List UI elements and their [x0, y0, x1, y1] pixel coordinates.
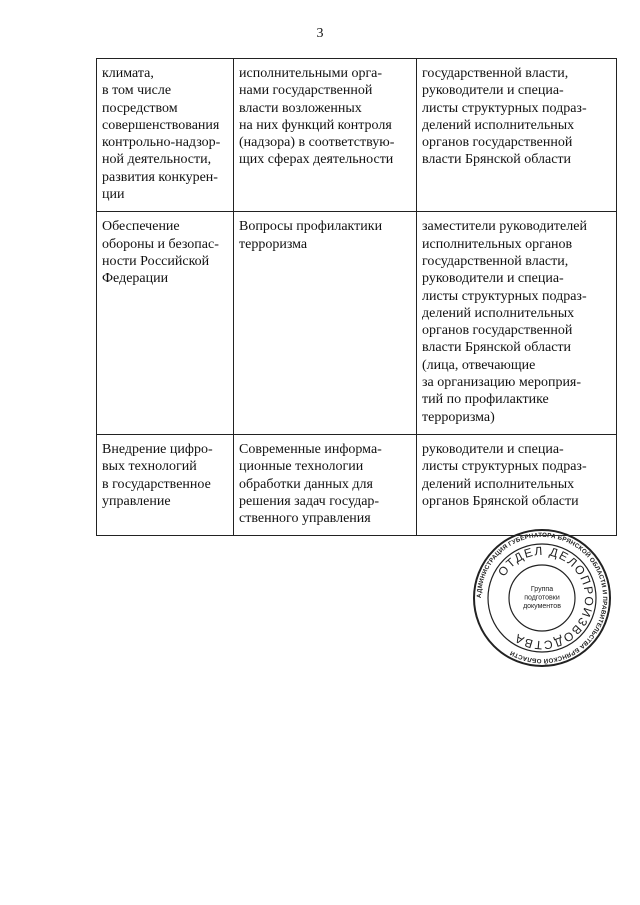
- cell-text-line: вых технологий: [102, 459, 197, 475]
- cell-text-line: государственной власти,: [422, 66, 569, 81]
- seal-center-text: документов: [523, 603, 561, 610]
- cell-text-line: делений исполнительных: [422, 117, 575, 133]
- cell-text-line: нами государственной: [239, 83, 373, 99]
- cell-text-line: посредством: [102, 100, 178, 116]
- cell-text-line: органов государственной: [422, 135, 573, 151]
- cell-text-line: заместители руководителей: [422, 219, 587, 235]
- cell-text-line: ственного управления: [239, 511, 371, 527]
- cell-text-line: листы структурных подраз-: [422, 459, 587, 475]
- cell-text-line: листы структурных подраз-: [422, 100, 587, 116]
- cell-text-line: органов Брянской области: [422, 493, 579, 509]
- cell-text-line: делений исполнительных: [422, 476, 575, 492]
- cell-text-line: власти Брянской области: [422, 340, 572, 356]
- cell-text-line: руководители и специа-: [422, 271, 564, 287]
- cell-text-line: ности Российской: [102, 253, 210, 269]
- seal-outer-text: АДМИНИСТРАЦИЯ ГУБЕРНАТОРА БРЯНСКОЙ ОБЛАСТИ И ПРАВИТЕЛЬСТВА БРЯНСКОЙ ОБЛАСТИ: [475, 531, 609, 665]
- table-cell-col3: [417, 59, 617, 212]
- table-cell-col2: [234, 434, 417, 535]
- cell-text-line: на них функций контроля: [239, 117, 392, 133]
- cell-text-line: Вопросы профилактики: [239, 219, 383, 235]
- page-number: 3: [316, 26, 324, 41]
- cell-text-line: (надзора) в соответствую-: [239, 135, 395, 151]
- cell-text-line: ной деятельности,: [102, 152, 212, 168]
- cell-text-line: в том числе: [102, 83, 172, 99]
- seal-center-text: Группа: [530, 586, 554, 593]
- cell-text-line: руководители и специа-: [422, 441, 564, 457]
- table-row: [97, 434, 617, 535]
- cell-text-line: обороны и безопас-: [102, 236, 219, 252]
- cell-text-line: ционные технологии: [239, 459, 364, 475]
- cell-text-line: решения задач государ-: [239, 493, 380, 509]
- cell-text-line: щих сферах деятельности: [239, 152, 394, 168]
- cell-text-line: государственной власти,: [422, 253, 569, 269]
- table-row: [97, 59, 617, 212]
- cell-text-line: власти Брянской области: [422, 152, 572, 168]
- cell-text-line: климата,: [102, 66, 154, 81]
- table-cell-col2: [234, 59, 417, 212]
- department-seal: [472, 528, 612, 668]
- cell-text-line: обработки данных для: [239, 476, 373, 492]
- table-cell-col3: [417, 212, 617, 435]
- cell-text-line: в государственное: [102, 476, 211, 492]
- cell-text-line: Внедрение цифро-: [102, 441, 213, 457]
- seal-inner-text: ОТДЕЛ ДЕЛОПРОИЗВОДСТВА: [495, 543, 597, 653]
- seal-center-text: подготовки: [524, 594, 560, 602]
- table-cell-col2: [234, 212, 417, 435]
- cell-text-line: развития конкурен-: [102, 169, 218, 185]
- cell-text-line: совершенствования: [102, 117, 220, 133]
- cell-text-line: управление: [102, 493, 171, 509]
- cell-text-line: Обеспечение: [102, 219, 180, 235]
- cell-text-line: руководители и специа-: [422, 83, 564, 99]
- cell-text-line: исполнительными орга-: [239, 66, 383, 81]
- table-cell-col3: [417, 434, 617, 535]
- cell-text-line: терроризма): [422, 409, 495, 425]
- cell-text-line: органов государственной: [422, 323, 573, 339]
- cell-text-line: терроризма: [239, 236, 308, 252]
- cell-text-line: Современные информа-: [239, 441, 382, 457]
- cell-text-line: власти возложенных: [239, 100, 362, 116]
- document-table: [96, 58, 617, 536]
- cell-text-line: за организацию мероприя-: [422, 375, 582, 391]
- cell-text-line: тий по профилактике: [422, 392, 549, 408]
- cell-text-line: листы структурных подраз-: [422, 288, 587, 304]
- table-row: [97, 212, 617, 435]
- cell-text-line: (лица, отвечающие: [422, 357, 536, 373]
- table-cell-col1: [97, 434, 234, 535]
- cell-text-line: ции: [102, 187, 125, 203]
- table-cell-col1: [97, 212, 234, 435]
- cell-text-line: исполнительных органов: [422, 236, 573, 252]
- cell-text-line: делений исполнительных: [422, 305, 575, 321]
- cell-text-line: Федерации: [102, 271, 169, 287]
- table-cell-col1: [97, 59, 234, 212]
- cell-text-line: контрольно-надзор-: [102, 135, 221, 151]
